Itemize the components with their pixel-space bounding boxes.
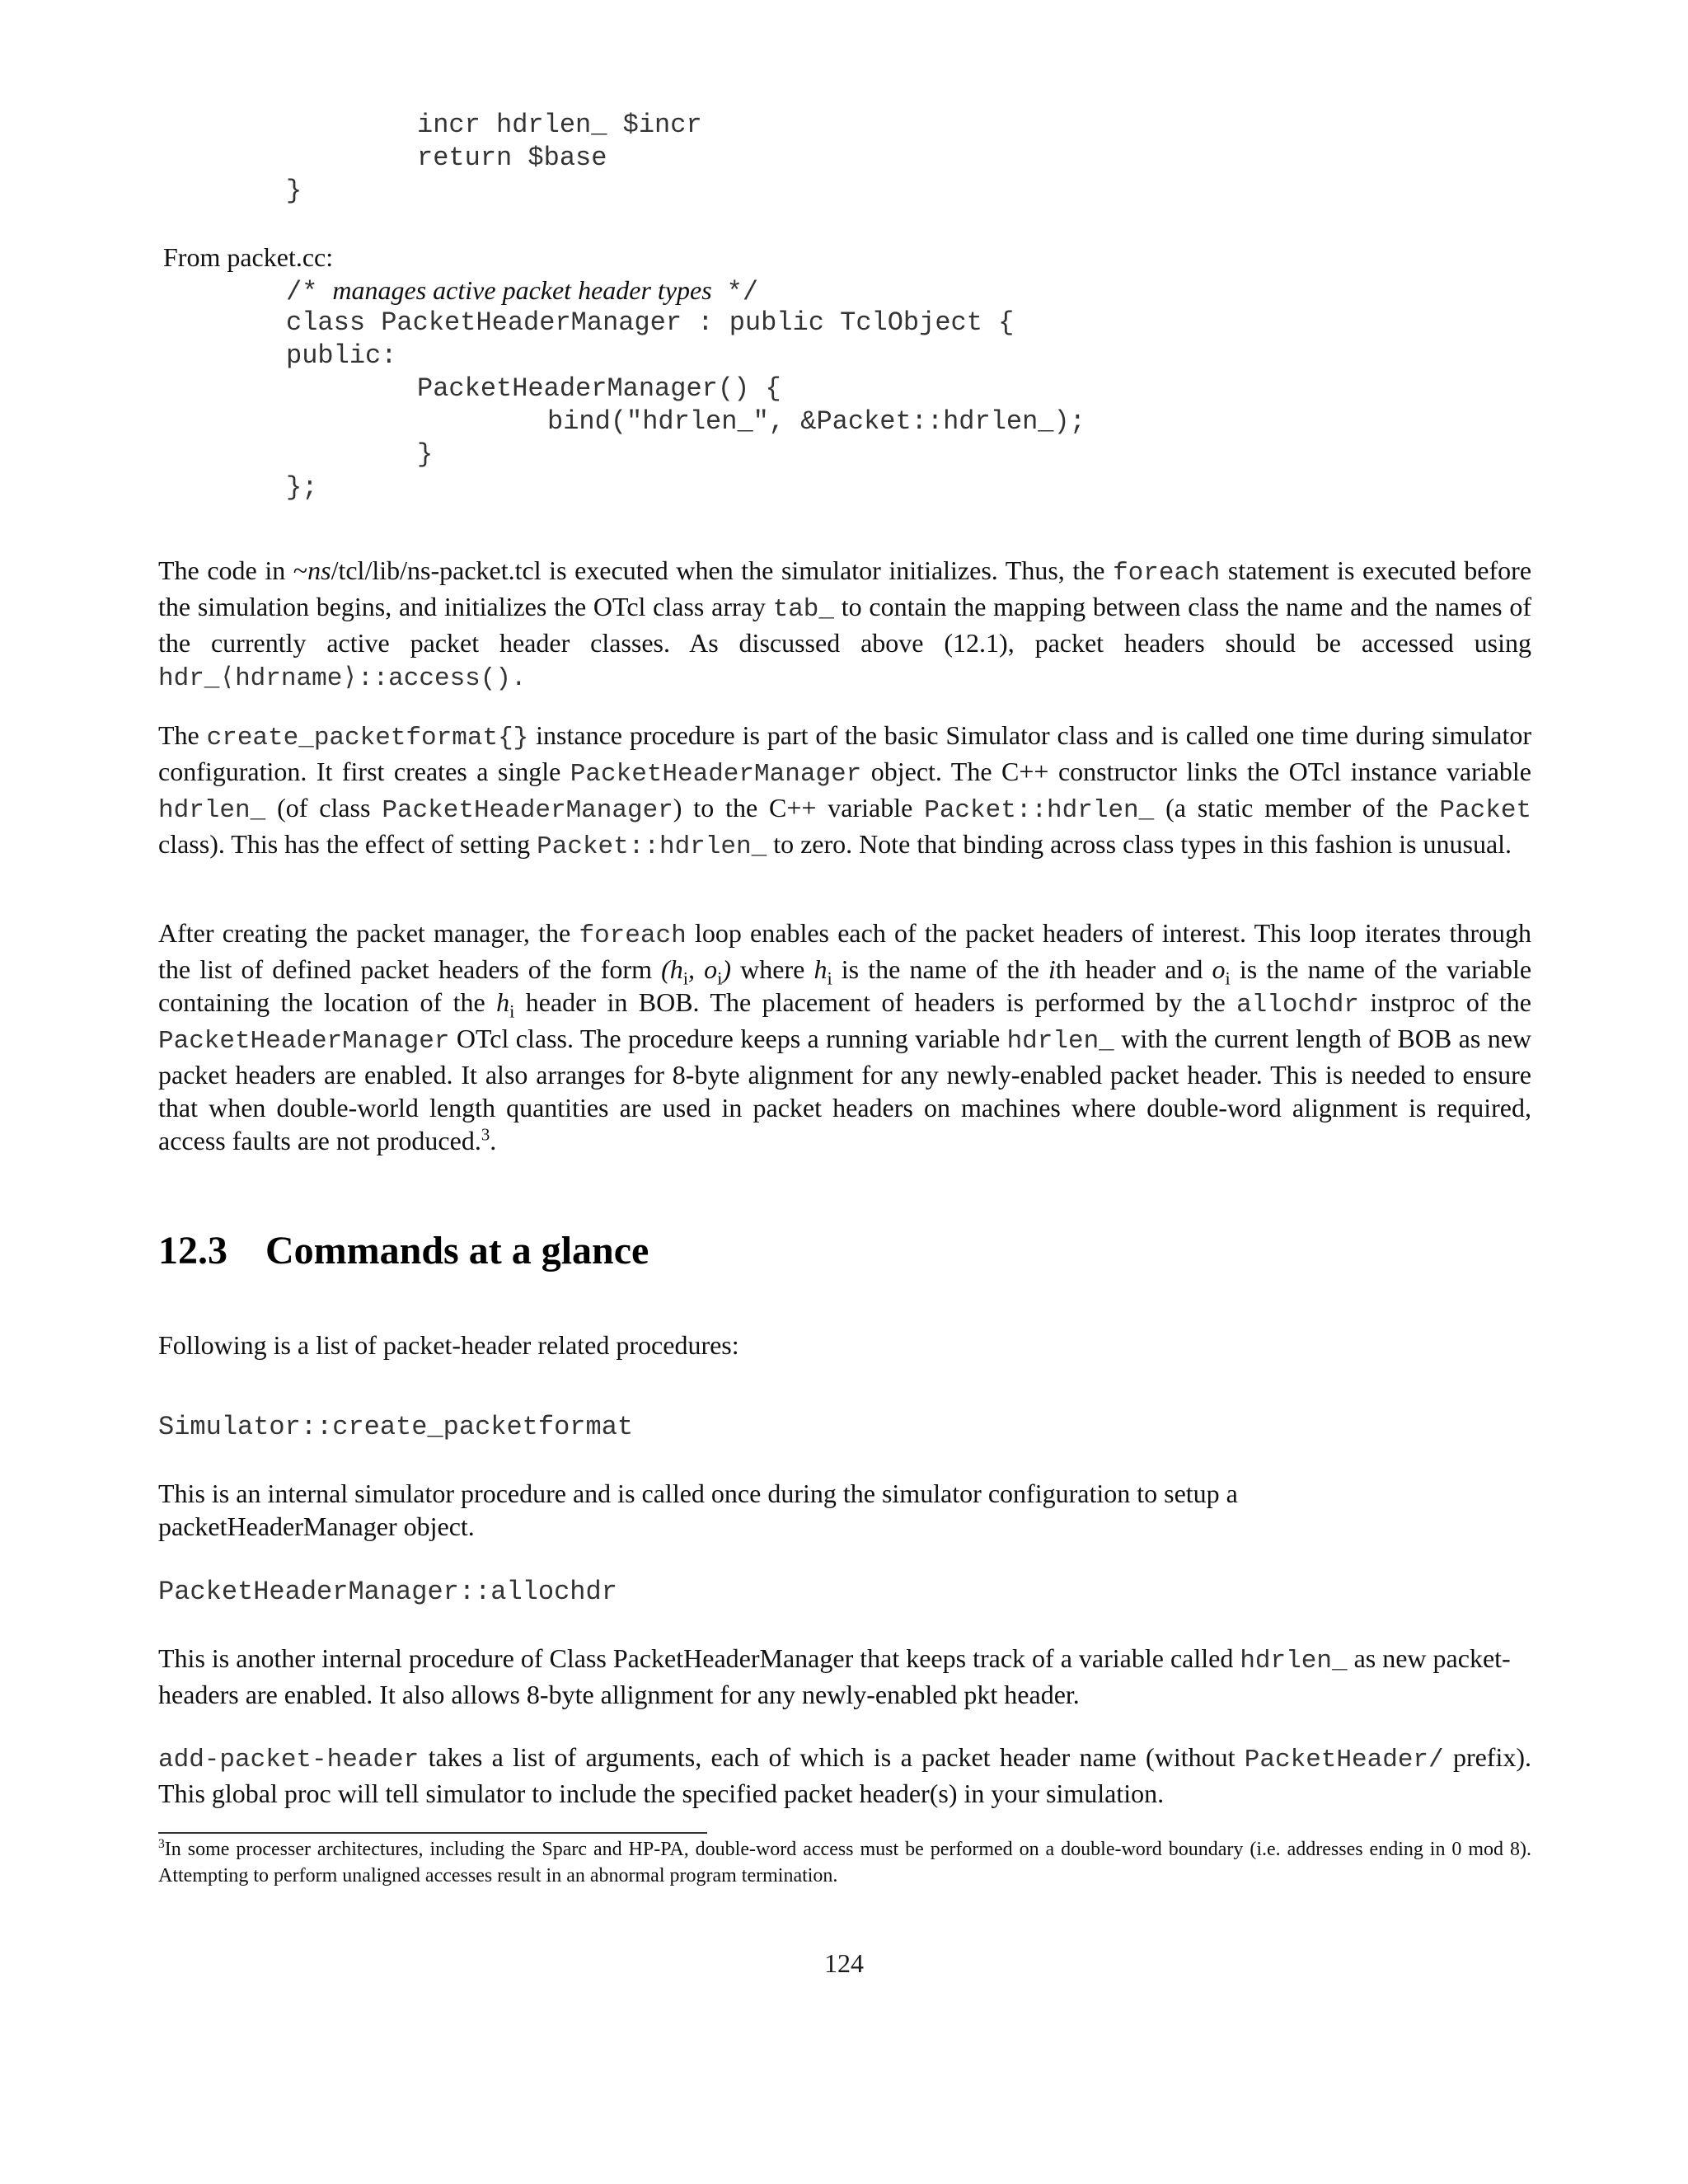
- comment-open: /*: [286, 277, 318, 307]
- code-line: }: [286, 176, 302, 206]
- comment-close: */: [726, 277, 759, 307]
- paragraph-allochdr-desc: This is another internal procedure of Class PacketHeaderManager that keeps track of a variable called hdrlen_ as new packet-headers are enabled. It also allows 8-byte allignment for any newly-enabled pkt header.: [158, 1643, 1511, 1709]
- footnote-marker: 3: [481, 1125, 490, 1145]
- code-line: class PacketHeaderManager : public TclObject {: [286, 307, 1015, 338]
- footnote-text: In some processer architectures, including the Sparc and HP-PA, double-word access must be performed on a double-word boundary (i.e. addresses ending in 0 mod 8). Attempting to perform unaligned accesses result in an abnormal program termination.: [158, 1839, 1531, 1886]
- comment-text: manages active packet header types: [332, 275, 712, 305]
- command-name: Simulator::create_packetformat: [158, 1412, 634, 1442]
- code-line: bind("hdrlen_", &Packet::hdrlen_);: [547, 406, 1085, 437]
- section-heading: [158, 1228, 649, 1274]
- paragraph-create-packetformat-desc: This is an internal simulator procedure and is called once during the simulator configuration to setup a packetHeaderManager object.: [158, 1479, 1238, 1541]
- code-line: return $base: [417, 143, 607, 173]
- section-number: 12.3: [158, 1229, 227, 1272]
- code-source-label: From packet.cc:: [163, 242, 334, 272]
- paragraph-create-packetformat: The create_packetformat{} instance procedure is part of the basic Simulator class and is called one time during simulator configuration. It first creates a single PacketHeaderManager object. The C++ constructor links the OTcl instance variable hdrlen_ (of class PacketHeaderManager) to the C++ variable Packet::hdrlen_ (a static member of the Packet class). This has the effect of setting Packet::hdrlen_ to zero. Note that binding across class types in this fashion is unusual.: [158, 720, 1532, 861]
- paragraph-ns-packet: The code in ~ns/tcl/lib/ns-packet.tcl is executed when the simulator initializes. Thus, the foreach statement is executed before the simulation begins, and initializes the OTcl class array tab_ to contain the mapping between class the name and the names of the currently active packet header classes. As discussed above (12.1), packet headers should be accessed using hdr_⟨hdrname⟩::access().: [158, 555, 1532, 693]
- footnote-rule: [158, 1832, 707, 1834]
- page-number: 124: [824, 1948, 864, 1978]
- code-line: };: [286, 472, 318, 503]
- paragraph-add-packet-header: add-packet-header takes a list of arguments, each of which is a packet header name (without PacketHeader/ prefix). This global proc will tell simulator to include the specified packet header(s) in your simulation.: [158, 1742, 1532, 1808]
- paragraph-intro-list: Following is a list of packet-header related procedures:: [158, 1330, 739, 1360]
- code-line: public:: [286, 340, 397, 371]
- command-name: PacketHeaderManager::allochdr: [158, 1577, 617, 1607]
- section-title: Commands at a glance: [265, 1229, 649, 1272]
- paragraph-packet-manager: After creating the packet manager, the foreach loop enables each of the packet headers of interest. This loop iterates through the list of defined packet headers of the form ($h_i$, $o_i$) where $h_i$ is the name of the ith header and $o_i$ is the name of the variable containing the location of the $h_i$ header in BOB. The placement of headers is performed by the allochdr instproc of the PacketHeaderManager OTcl class. The procedure keeps a running variable hdrlen_ with the current length of BOB as new packet headers are enabled. It also arranges for 8-byte alignment for any newly-enabled packet header. This is needed to ensure that when double-world length quantities are used in packet headers on machines where double-word alignment is required, access faults are not produced.$^3$.: [158, 918, 1532, 1155]
- code-line: }: [417, 439, 434, 470]
- code-line: incr hdrlen_ $incr: [417, 110, 702, 140]
- code-line: PacketHeaderManager() {: [417, 373, 781, 404]
- code-comment: [286, 274, 758, 309]
- footnote-mark: 3: [158, 1837, 165, 1851]
- footnote: [158, 1836, 1531, 1889]
